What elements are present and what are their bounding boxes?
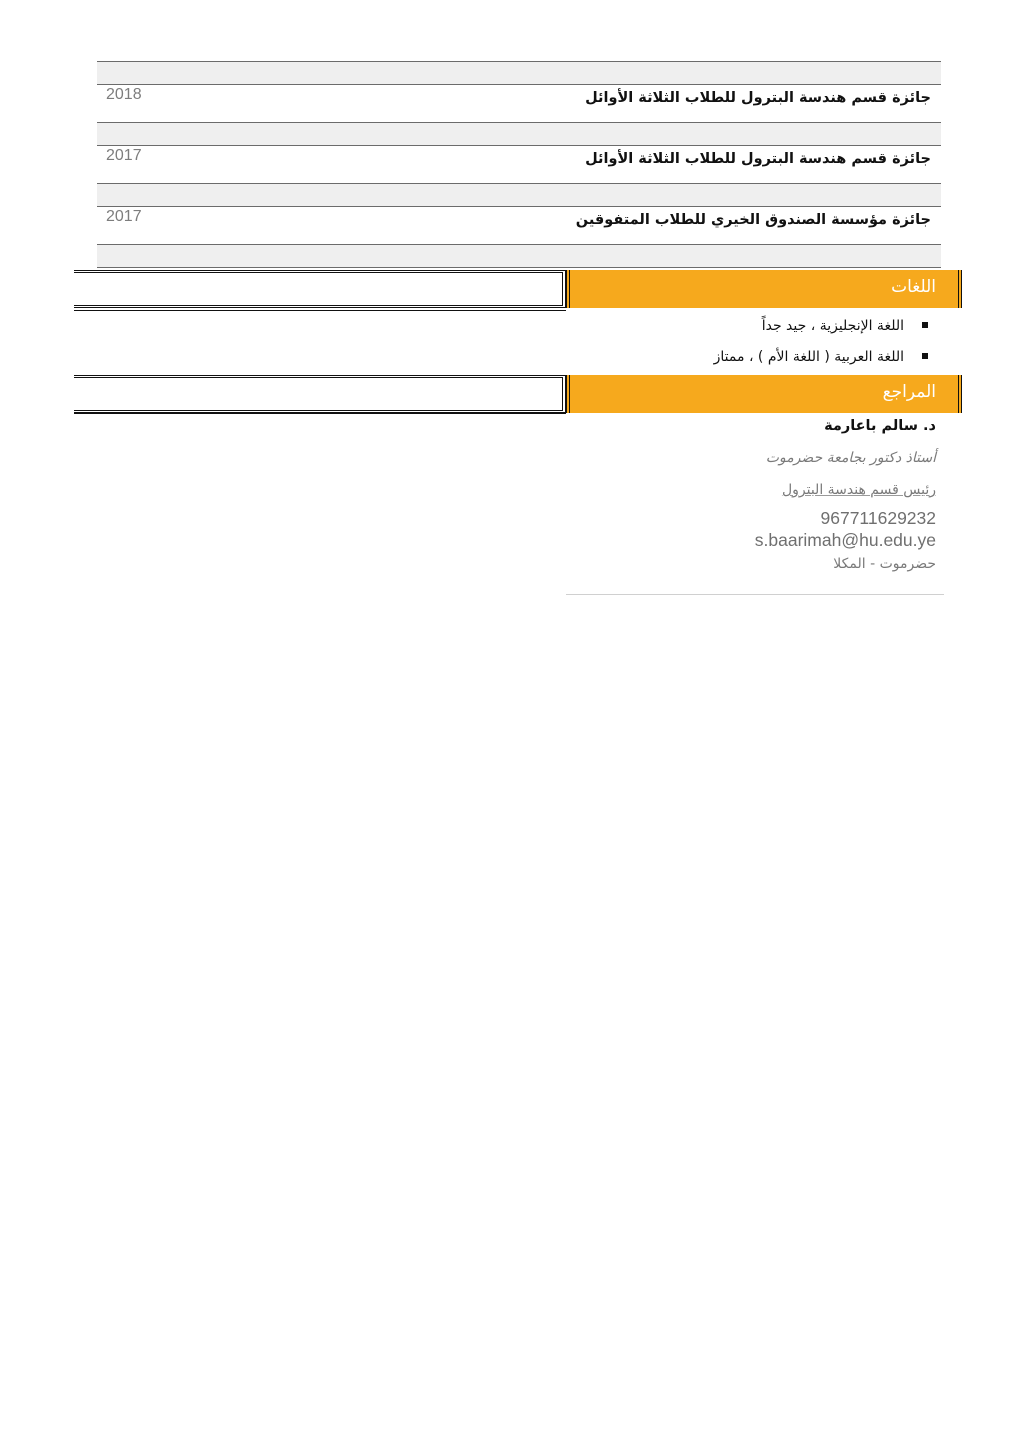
table-spacer-row: [97, 61, 941, 85]
table-spacer-row: [97, 122, 941, 146]
award-year: 2017: [106, 208, 142, 225]
languages-list: [470, 313, 930, 375]
table-row: [97, 85, 941, 122]
reference-phone: 967711629232: [820, 508, 936, 528]
square-bullet-icon: [922, 353, 928, 359]
table-spacer-row: [97, 183, 941, 207]
square-bullet-icon: [922, 322, 928, 328]
references-header-box: [74, 375, 566, 413]
section-divider: [74, 413, 566, 414]
reference-role: رئيس قسم هندسة البترول: [781, 482, 936, 498]
reference-location: حضرموت - المكلا: [833, 556, 936, 572]
award-year: 2017: [106, 147, 142, 164]
reference-name: د. سالم باعارمة: [824, 418, 936, 434]
reference-position: أستاذ دكتور بجامعة حضرموت: [765, 450, 936, 466]
table-row: [97, 146, 941, 183]
list-item: [470, 344, 930, 375]
language-label: اللغة العربية ( اللغة الأم ) ، ممتاز: [713, 349, 904, 365]
table-spacer-row: [97, 244, 941, 268]
award-year: 2018: [106, 86, 142, 103]
references-heading: المراجع: [882, 382, 936, 402]
references-divider: [566, 594, 944, 595]
languages-heading: اللغات: [891, 277, 936, 297]
list-item: [470, 313, 930, 344]
section-divider: [74, 310, 566, 311]
award-title: جائزة قسم هندسة البترول للطلاب الثلاثة الأوائل: [585, 151, 931, 167]
languages-header-bar: [566, 270, 962, 308]
languages-header-box: [74, 270, 566, 308]
awards-table: [97, 61, 941, 268]
reference-email[interactable]: s.baarimah@hu.edu.ye: [754, 530, 936, 550]
references-header-bar: [566, 375, 962, 413]
award-title: جائزة مؤسسة الصندوق الخيري للطلاب المتفوقين: [575, 212, 931, 228]
award-title: جائزة قسم هندسة البترول للطلاب الثلاثة الأوائل: [585, 90, 931, 106]
language-label: اللغة الإنجليزية ، جيد جداً: [761, 318, 904, 334]
table-row: [97, 207, 941, 244]
